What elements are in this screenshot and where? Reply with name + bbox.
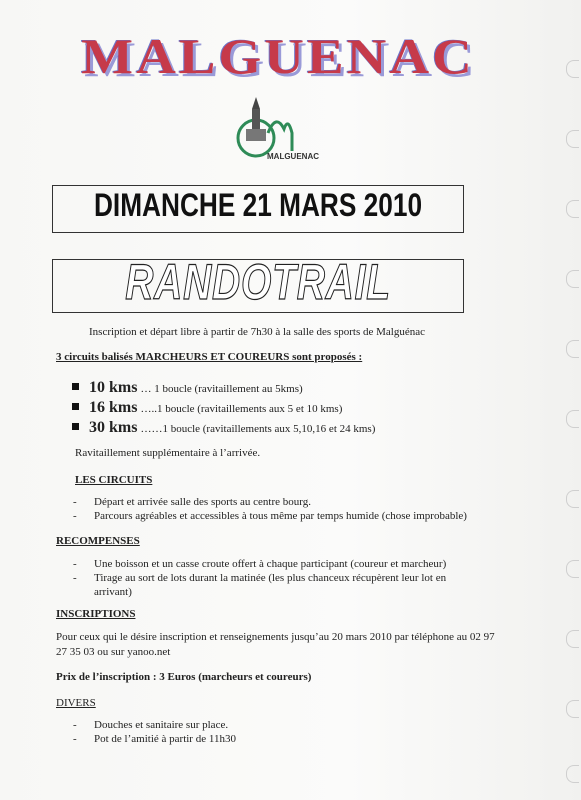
- binder-hole: [566, 60, 579, 78]
- circuit-detail: ……1 boucle (ravitaillements aux 5,10,16 et 24 kms): [140, 423, 376, 435]
- divers-list: [68, 718, 368, 746]
- bullet-square-icon: [72, 423, 79, 430]
- circuit-item: [72, 419, 375, 439]
- price-text: Prix de l’inscription : 3 Euros (marcheurs et coureurs): [56, 671, 312, 683]
- intro-text: Inscription et départ libre à partir de 7h30 à la salle des sports de Malguénac: [89, 326, 425, 338]
- recompenses-list: [68, 557, 478, 599]
- binder-hole: [566, 340, 579, 358]
- circuit-distance: 30 kms: [89, 419, 138, 436]
- circuits-list: [72, 379, 375, 439]
- binder-holes: [559, 0, 581, 800]
- event-name: RANDOTRAIL: [125, 254, 391, 310]
- bullet-square-icon: [72, 403, 79, 410]
- binder-hole: [566, 490, 579, 508]
- binder-hole: [566, 560, 579, 578]
- recompenses-heading: RECOMPENSES: [56, 535, 140, 547]
- binder-hole: [566, 630, 579, 648]
- town-title: MALGUENAC: [81, 29, 475, 84]
- inscriptions-heading: INSCRIPTIONS: [56, 608, 136, 620]
- les-circuits-list: [68, 495, 518, 523]
- binder-hole: [566, 200, 579, 218]
- logo-label: MALGUENAC: [267, 152, 319, 161]
- list-item: - Départ et arrivée salle des sports au centre bourg.: [68, 495, 518, 509]
- list-item: - Pot de l’amitié à partir de 11h30: [68, 732, 368, 746]
- binder-hole: [566, 130, 579, 148]
- list-item: - Tirage au sort de lots durant la matinée (les plus chanceux récupèrent leur lot en arrivant): [68, 571, 478, 599]
- binder-hole: [566, 270, 579, 288]
- binder-hole: [566, 765, 579, 783]
- list-item: - Une boisson et un casse croute offert à chaque participant (coureur et marcheur): [68, 557, 478, 571]
- bullet-square-icon: [72, 383, 79, 390]
- circuit-detail: … 1 boucle (ravitaillement au 5kms): [140, 383, 303, 395]
- ravitaillement-note: Ravitaillement supplémentaire à l’arrivée.: [75, 447, 261, 459]
- event-date: DIMANCHE 21 MARS 2010: [93, 187, 423, 223]
- circuit-distance: 16 kms: [89, 399, 138, 416]
- circuit-item: [72, 399, 375, 419]
- les-circuits-heading: LES CIRCUITS: [75, 474, 153, 486]
- circuit-detail: …..1 boucle (ravitaillements aux 5 et 10 kms): [140, 403, 343, 415]
- circuits-heading: 3 circuits balisés MARCHEURS ET COUREURS sont proposés :: [56, 351, 363, 363]
- inscriptions-text: Pour ceux qui le désire inscription et renseignements jusqu’au 20 mars 2010 par téléphone au 02 97 27 35 03 ou sur yanoo.net: [56, 631, 495, 658]
- list-item: - Douches et sanitaire sur place.: [68, 718, 368, 732]
- divers-heading: DIVERS: [56, 697, 96, 709]
- binder-hole: [566, 410, 579, 428]
- circuit-item: [72, 379, 375, 399]
- binder-hole: [566, 700, 579, 718]
- circuit-distance: 10 kms: [89, 379, 138, 396]
- list-item: - Parcours agréables et accessibles à tous même par temps humide (chose improbable): [68, 509, 518, 523]
